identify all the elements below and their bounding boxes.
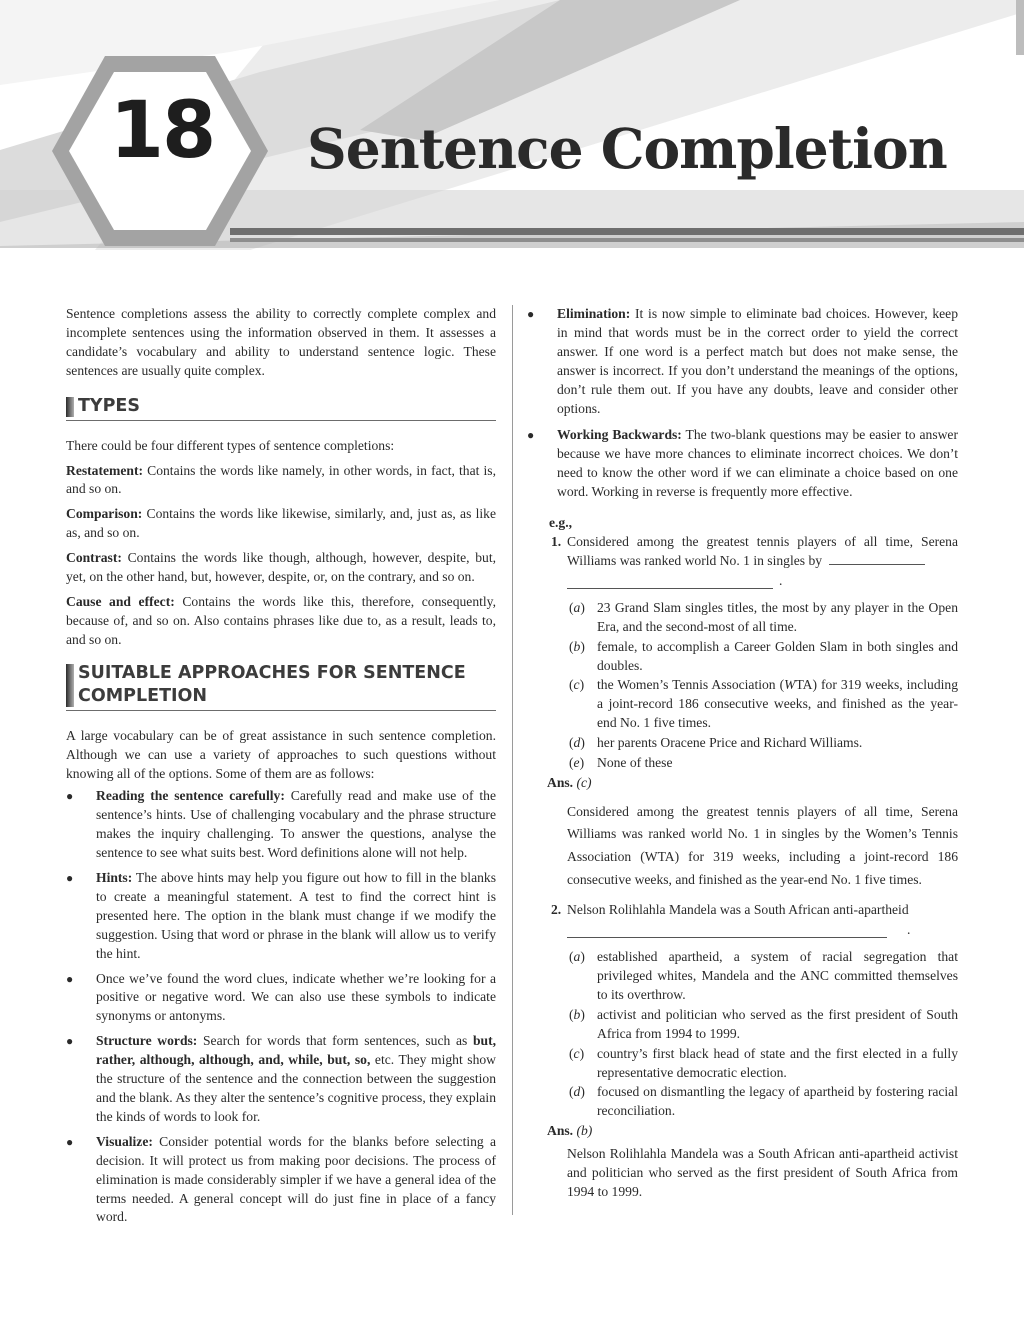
answer-prefix: Ans. [547,774,574,790]
option-text: established apartheid, a system of racial segregation that privileged whites, Mandela and the ANC committed themselves to its overthrow. [597,949,958,1002]
answer-prefix: Ans. [547,1123,574,1139]
answer-value: (b) [576,1123,593,1139]
bullet-text: Search for words that form sentences, such as [197,1033,473,1049]
option-text: 23 Grand Slam singles titles, the most by any player in the Open Era, and the second-most of all time. [597,599,958,634]
option-label: (a) [569,949,585,965]
left-column [66,305,496,1233]
bullet-text: Once we’ve found the word clues, indicate whether we’re looking for a positive or negative word. We can also use these symbols to indicate synonyms or antonyms. [96,970,496,1024]
bullet-icon: ● [66,871,74,886]
type-comparison [66,505,496,543]
option-b [527,638,958,676]
types-lead: There could be four different types of sentence completions: [66,437,395,453]
type-term: Restatement: [66,462,143,478]
option-c [527,676,958,733]
list-item [527,426,958,502]
blank-line-inline [829,554,925,565]
question-stem: Nelson Rolihlahla Mandela was a South African anti-apartheid [567,902,909,918]
option-c [527,1045,958,1083]
type-text: Contains the words like though, although, however, despite, but, yet, on the other hand, but, however, despite, or, on the contrary, and so on. [66,550,496,585]
type-contrast [66,549,496,587]
explanation-1: Considered among the greatest tennis players of all time, Serena Williams was ranked world No. 1 in singles by the Women’s Tennis Association (WTA) for 319 weeks, including a joint-record 186 consecutive weeks, and finished as the year-end No. 1 five times. [567,803,958,887]
answer-1 [547,774,958,793]
bullet-term: Elimination: [557,306,631,321]
intro-paragraph: Sentence completions assess the ability to correctly complete complex and incomplete sentences using the information observed in them. It assesses a candidate’s vocabulary and ability to understand sentence logic. These sentences are usually quite complex. [66,306,496,378]
option-text: the Women’s Tennis Association ( [597,677,785,693]
option-label: (b) [569,1006,585,1022]
question-stem: Considered among the greatest tennis players of all time, Serena Williams was ranked world No. 1 in singles by [567,533,958,568]
bullet-text: Carefully read and make use of the sentence’s hints. Use of challenging vocabulary and the phrase structure makes the inquiry challenging. To answer the questions, analyse the sentence to see what suits best. Word definitions alone will not help. [96,788,496,861]
bullet-term: Hints: [96,870,133,886]
bullet-term: Structure words: [96,1033,198,1049]
explanation-2: Nelson Rolihlahla Mandela was a South African anti-apartheid activist and politician who served as the first president of South Africa from 1994 to 1999. [567,1146,958,1199]
option-e [527,754,958,773]
question-1-options [527,599,958,773]
option-text: activist and politician who served as the first president of South Africa from 1994 to 1999. [597,1006,958,1041]
option-text: country’s first black head of state and the first elected in a fully representative democratic election. [597,1045,958,1080]
chapter-title: Sentence Completion [307,116,947,181]
option-label: (d) [569,1084,585,1100]
approaches-heading [66,662,496,711]
bullet-icon: ● [527,307,535,321]
list-item [66,970,496,1027]
question-2 [527,901,958,920]
structure-words: but, rather, although, although, and, while, but, so, [96,1033,497,1068]
option-text: female, to accomplish a Career Golden Slam in both singles and doubles. [597,638,958,673]
bullet-icon: ● [66,1034,74,1049]
option-d [527,1083,958,1121]
approaches-heading-line2: COMPLETION [78,685,208,706]
option-label: (a) [569,599,585,615]
question-number: 2. [551,902,562,918]
bullet-text: Consider potential words for the blanks before selecting a decision. It will protect us from making poor decisions. The process of elimination is made considerably simpler if we have a general idea of the terms needed. A general concept will do just fine in place of a fancy word. [96,1133,496,1225]
question-number: 1. [551,533,562,549]
answer-blank [567,572,958,593]
right-column [527,305,958,1202]
option-b [527,1006,958,1044]
option-d [527,734,958,753]
bullet-text: The two-blank questions may be easier to answer because we have more chances to eliminate incorrect choices. We don’t need to know the other word if we can eliminate a choice based on one word. Working in reverse is frequently more effective. [557,427,958,500]
bullet-term: Reading the sentence carefully: [96,788,285,804]
approaches-heading-line1: SUITABLE APPROACHES FOR SENTENCE [78,662,466,683]
bullet-icon: ● [66,1134,74,1149]
list-item [66,1032,496,1127]
bullet-icon: ● [66,971,74,986]
column-divider [512,305,513,1215]
approaches-list-left [66,787,496,1227]
list-item [66,869,496,964]
list-item [66,787,496,863]
blank-period: . [779,572,783,588]
types-heading-text: TYPES [78,395,140,416]
option-text-italic: W [784,677,796,693]
list-item [66,1133,496,1228]
bullet-icon: ● [527,428,535,443]
question-2-options [527,948,958,1121]
type-term: Comparison: [66,506,143,522]
type-cause-effect [66,593,496,650]
answer-value: (c) [576,774,592,790]
type-restatement [66,462,496,500]
bullet-text: It is now simple to eliminate bad choices. However, keep in mind that words must be in the correct order to yield the correct answer. If one word is a perfect match but does not make sense, the answer is incorrect. If you don’t understand the meanings of the options, don’t rule them out. If you have any doubts, leave and consider other options. [557,306,958,416]
option-label: (d) [569,735,585,751]
option-label: (e) [569,755,585,771]
option-text: focused on dismantling the legacy of apartheid by fostering racial reconciliation. [597,1084,958,1119]
chapter-number: 18 [109,86,215,176]
option-a [527,599,958,637]
option-a [527,948,958,1005]
option-text: her parents Oracene Price and Richard Williams. [597,735,863,751]
bullet-term: Working Backwards: [557,427,682,443]
type-text: Contains the words like this, therefore, consequently, because of, and so on. Also contains phrases like due to, as a result, leads to, and so on. [66,593,496,647]
answer-blank [567,924,958,942]
list-item [527,305,958,418]
type-term: Cause and effect: [66,593,175,609]
bullet-icon: ● [66,789,74,804]
option-label: (c) [569,677,585,693]
approaches-lead: A large vocabulary can be of great assistance in such sentence completion. Although we can use a variety of approaches to such questions without knowing all of the options. Some of them are as follows: [66,727,496,781]
blank-period: . [907,922,911,938]
bullet-term: Visualize: [96,1133,153,1149]
type-text: Contains the words like namely, in other words, in fact, that is, and so on. [66,462,496,497]
bullet-text: etc. They might show the structure of the sentence and the connection between the suggestion and the blank. As they alter the sentence’s cognitive process, they explain the kinds of words to look for. [96,1052,496,1124]
option-label: (c) [569,1045,585,1061]
option-label: (b) [569,638,585,654]
approaches-list-right [527,305,958,502]
type-term: Contrast: [66,550,122,566]
option-text: TA) for 319 weeks, including a joint-record 186 consecutive weeks, and finished as the year-end No. 1 five times. [597,677,958,731]
answer-2 [547,1122,958,1141]
types-heading [66,395,496,421]
bullet-text: The above hints may help you figure out how to fill in the blanks to create a meaningful statement. A test to find the correct hint is presented here. The option in the blank must change if we modify the suggestion. Using that word or phrase in the blank will allow us to verify the hint. [96,870,496,961]
type-text: Contains the words like likewise, similarly, and, just as, as like as, and so on. [66,506,496,541]
example-label: e.g., [549,515,573,531]
option-text: None of these [597,755,673,771]
question-1 [527,533,958,571]
